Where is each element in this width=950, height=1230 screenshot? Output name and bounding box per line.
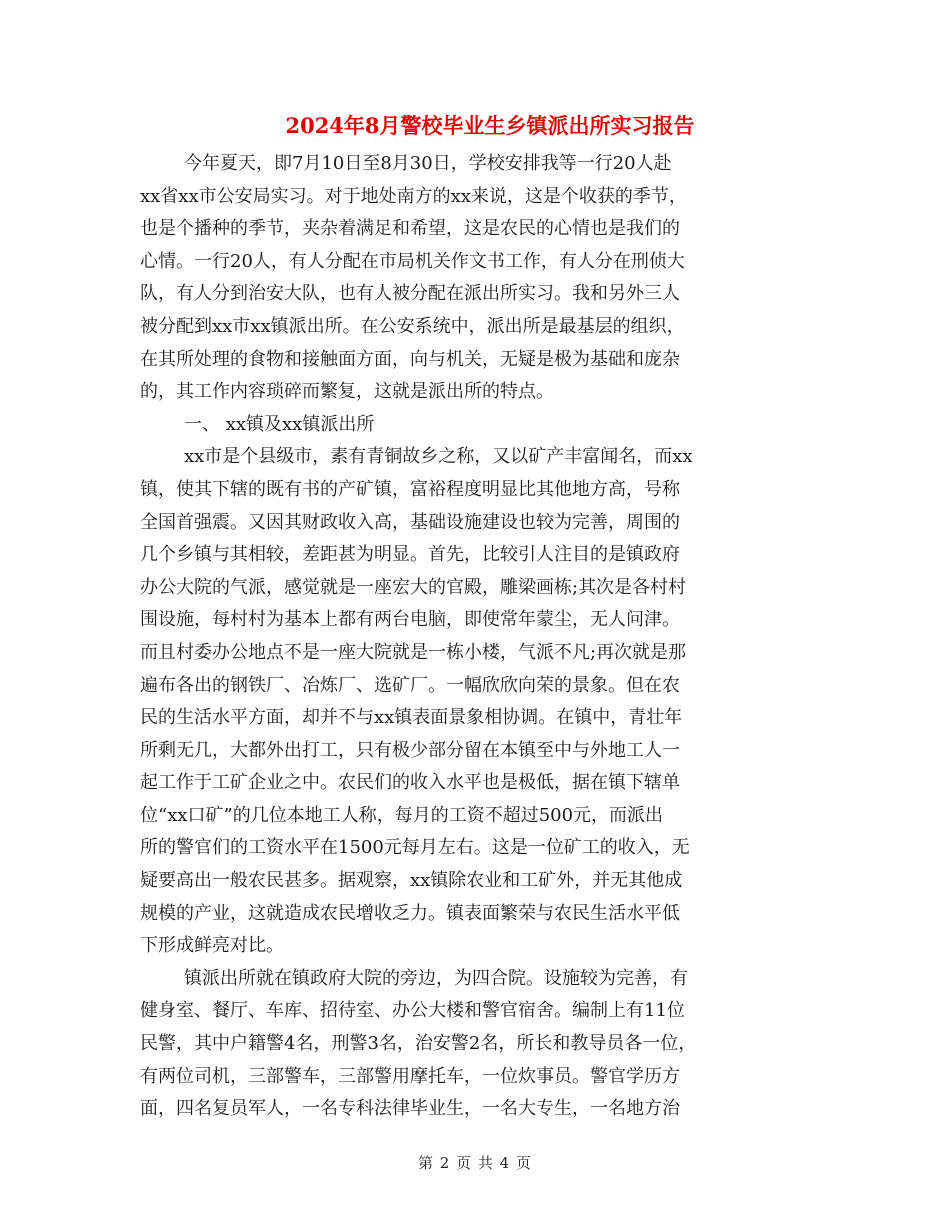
text-line: 民的生活水平方面，却并不与xx镇表面景象相协调。在镇中，青壮年 [140,707,683,729]
text-line: 下形成鲜亮对比。 [140,935,284,957]
text-line: xx省xx市公安局实习。对于地处南方的xx来说，这是个收获的季节， [140,185,687,207]
text-line: 而且村委办公地点不是一座大院就是一栋小楼，气派不凡;再次就是那 [140,641,687,663]
text-line: 所剩无几，大都外出打工，只有极少部分留在本镇至中与外地工人一 [140,739,680,761]
text-line: 办公大院的气派，感觉就是一座宏大的官殿，雕梁画栋;其次是各村村 [140,576,687,598]
text-line: 被分配到xx市xx镇派出所。在公安系统中，派出所是最基层的组织， [140,315,685,337]
text-line: 民警，其中户籍警4名，刑警3名，治安警2名，所长和教导员各一位， [140,1033,697,1055]
text-line: 疑要高出一般农民甚多。据观察，xx镇除农业和工矿外，并无其他成 [140,870,683,892]
text-line: xx市是个县级市，素有青铜故乡之称，又以矿产丰富闻名，而xx [184,446,693,468]
text-line: 镇，使其下辖的既有书的产矿镇，富裕程度明显比其他地方高，号称 [140,478,680,500]
text-line: 规模的产业，这就造成农民增收乏力。镇表面繁荣与农民生活水平低 [140,902,680,924]
text-line: 的，其工作内容琐碎而繁复，这就是派出所的特点。 [140,381,554,403]
text-line: 今年夏天，即7月10日至8月30日，学校安排我等一行20人赴 [184,153,672,174]
section-heading: 一、 xx镇及xx镇派出所 [184,413,375,435]
text-line: 心情。一行20人，有人分配在市局机关作文书工作，有人分在刑侦大 [140,250,685,272]
text-line: 全国首强震。又因其财政收入高，基础设施建设也较为完善，周围的 [140,511,680,533]
text-line: 镇派出所就在镇政府大院的旁边，为四合院。设施较为完善，有 [184,967,688,989]
text-line: 健身室、餐厅、车库、招待室、办公大楼和警官宿舍。编制上有11位 [140,1000,685,1022]
text-line: 遍布各出的钢铁厂、冶炼厂、选矿厂。一幅欣欣向荣的景象。但在农 [140,674,680,696]
document-title: 2024年8月警校毕业生乡镇派出所实习报告 [285,113,695,138]
text-line: 队，有人分到治安大队，也有人被分配在派出所实习。我和另外三人 [140,283,680,305]
text-line: 面，四名复员军人，一名专科法律毕业生，一名大专生，一名地方治 [140,1098,680,1120]
text-line: 几个乡镇与其相较，差距甚为明显。首先，比较引人注目的是镇政府 [140,544,680,566]
text-line: 也是个播种的季节，夹杂着满足和希望，这是农民的心情也是我们的 [140,218,680,240]
text-line: 所的警官们的工资水平在1500元每月左右。这是一位矿工的收入，无 [140,837,690,859]
text-line: 在其所处理的食物和接触面方面，向与机关，无疑是极为基础和庞杂 [140,348,680,370]
text-line: 围设施，每村村为基本上都有两台电脑，即使常年蒙尘，无人问津。 [140,609,680,631]
text-line: 位“xx口矿”的几位本地工人称，每月的工资不超过500元，而派出 [140,804,664,826]
text-line: 起工作于工矿企业之中。农民们的收入水平也是极低，据在镇下辖单 [140,772,680,794]
page-footer: 第 2 页 共 4 页 [418,1154,532,1172]
document-body [140,148,830,1126]
text-line: 有两位司机，三部警车，三部警用摩托车，一位炊事员。警官学历方 [140,1065,680,1087]
